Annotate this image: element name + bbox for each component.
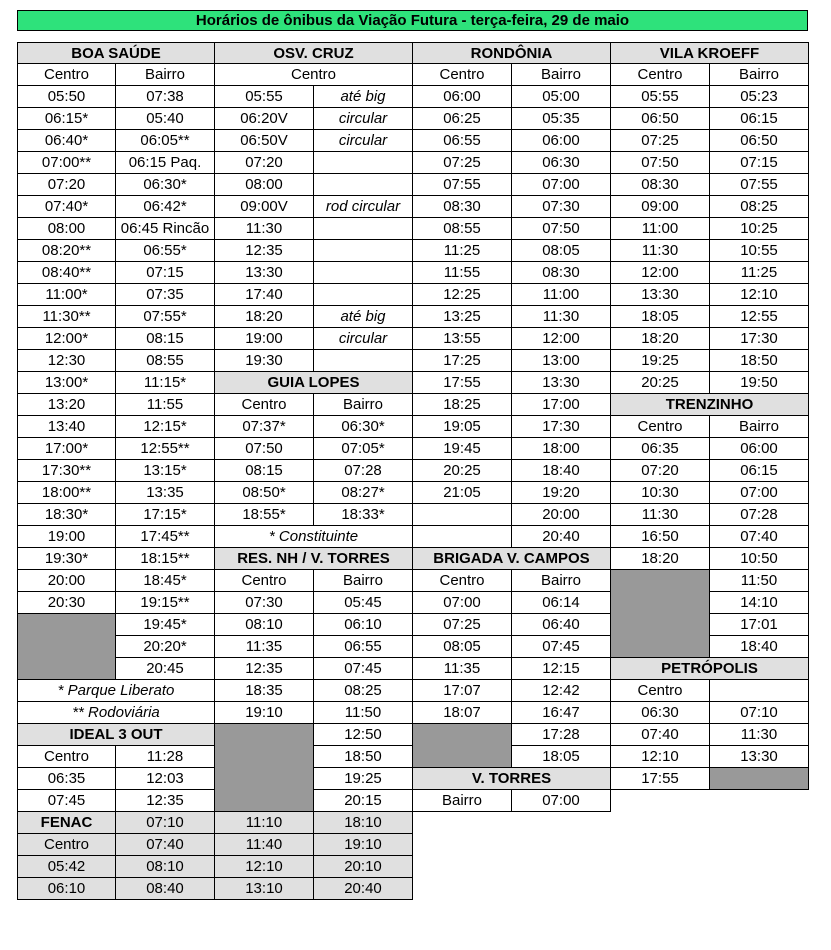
schedule-cell: 11:55 — [116, 394, 215, 416]
schedule-cell: 20:30 — [17, 592, 116, 614]
schedule-cell: 07:55* — [116, 306, 215, 328]
schedule-cell: 06:30* — [116, 174, 215, 196]
schedule-cell: 13:20 — [17, 394, 116, 416]
schedule-cell: 13:40 — [17, 416, 116, 438]
schedule-cell: 20:15 — [314, 790, 413, 812]
schedule-cell: 08:15 — [116, 328, 215, 350]
empty-cell — [314, 350, 413, 372]
schedule-cell: 07:20 — [17, 174, 116, 196]
schedule-cell: 07:25 — [413, 152, 512, 174]
schedule-cell: 17:01 — [710, 614, 809, 636]
schedule-cell: 13:00* — [17, 372, 116, 394]
schedule-cell: 18:15** — [116, 548, 215, 570]
schedule-cell: 07:30 — [512, 196, 611, 218]
schedule-cell: 17:40 — [215, 284, 314, 306]
schedule-cell: 18:50 — [314, 746, 413, 768]
schedule-cell: 07:00 — [512, 790, 611, 812]
schedule-cell: 11:00 — [611, 218, 710, 240]
schedule-cell: 18:30* — [17, 504, 116, 526]
footnote: ** Rodoviária — [17, 702, 215, 724]
schedule-cell: 13:25 — [413, 306, 512, 328]
schedule-cell: 08:05 — [512, 240, 611, 262]
schedule-cell: 11:55 — [413, 262, 512, 284]
schedule-cell: 18:55* — [215, 504, 314, 526]
schedule-cell: 06:55 — [413, 130, 512, 152]
schedule-cell: 06:25 — [413, 108, 512, 130]
schedule-cell: 06:15 — [710, 108, 809, 130]
schedule-cell: 10:25 — [710, 218, 809, 240]
schedule-cell: rod circular — [314, 196, 413, 218]
schedule-cell: 07:25 — [413, 614, 512, 636]
schedule-cell: Centro — [17, 834, 116, 856]
route-header-brigada-v-campos: BRIGADA V. CAMPOS — [413, 548, 611, 570]
schedule-cell: 07:50 — [611, 152, 710, 174]
schedule-cell: 13:30 — [512, 372, 611, 394]
schedule-cell: 07:15 — [116, 262, 215, 284]
blank-block — [710, 768, 809, 790]
schedule-cell: 08:10 — [215, 614, 314, 636]
schedule-cell: 18:40 — [710, 636, 809, 658]
schedule-cell: 11:30 — [512, 306, 611, 328]
schedule-cell: 20:45 — [116, 658, 215, 680]
schedule-cell: 07:40 — [710, 526, 809, 548]
schedule-cell: 20:40 — [512, 526, 611, 548]
schedule-cell: 06:40 — [512, 614, 611, 636]
schedule-cell: 08:25 — [314, 680, 413, 702]
route-header-rondonia: RONDÔNIA — [413, 42, 611, 64]
schedule-cell: 11:35 — [215, 636, 314, 658]
schedule-cell: 11:30 — [710, 724, 809, 746]
schedule-cell: 17:28 — [512, 724, 611, 746]
schedule-cell: Bairro — [512, 64, 611, 86]
schedule-cell: Centro — [215, 570, 314, 592]
schedule-cell: 07:20 — [215, 152, 314, 174]
empty-cell — [413, 526, 512, 548]
schedule-cell: 07:10 — [710, 702, 809, 724]
schedule-cell: 11:40 — [215, 834, 314, 856]
schedule-cell: 17:45** — [116, 526, 215, 548]
schedule-cell: 18:20 — [611, 328, 710, 350]
schedule-cell: 11:30 — [611, 504, 710, 526]
schedule-cell: 18:07 — [413, 702, 512, 724]
empty-cell — [413, 504, 512, 526]
schedule-cell: 12:00* — [17, 328, 116, 350]
schedule-cell: até big — [314, 86, 413, 108]
schedule-cell: 19:30 — [215, 350, 314, 372]
schedule-cell: 06:15 Paq. — [116, 152, 215, 174]
route-header-vila-kroeff: VILA KROEFF — [611, 42, 809, 64]
schedule-cell: 19:30* — [17, 548, 116, 570]
schedule-cell: Centro — [611, 416, 710, 438]
schedule-cell: 07:28 — [314, 460, 413, 482]
schedule-cell: 19:25 — [314, 768, 413, 790]
schedule-cell: 19:00 — [17, 526, 116, 548]
schedule-cell: 14:10 — [710, 592, 809, 614]
schedule-cell: 07:50 — [215, 438, 314, 460]
schedule-cell: 18:05 — [512, 746, 611, 768]
page-title: Horários de ônibus da Viação Futura - terça-feira, 29 de maio — [17, 10, 808, 31]
schedule-cell: 20:40 — [314, 878, 413, 900]
schedule-cell: 19:45* — [116, 614, 215, 636]
schedule-cell: 07:38 — [116, 86, 215, 108]
schedule-cell: 13:55 — [413, 328, 512, 350]
schedule-cell: 08:30 — [512, 262, 611, 284]
schedule-cell: 07:50 — [512, 218, 611, 240]
schedule-cell: 08:00 — [215, 174, 314, 196]
schedule-cell: 06:45 Rincão — [116, 218, 215, 240]
schedule-cell: Bairro — [512, 570, 611, 592]
schedule-cell: 06:20V — [215, 108, 314, 130]
schedule-cell: 18:35 — [215, 680, 314, 702]
schedule-cell: 17:00* — [17, 438, 116, 460]
schedule-cell: 11:35 — [413, 658, 512, 680]
schedule-cell: 17:30 — [710, 328, 809, 350]
schedule-cell: 18:00** — [17, 482, 116, 504]
blank-block — [413, 724, 512, 768]
schedule-cell: 20:00 — [512, 504, 611, 526]
schedule-cell: 20:25 — [413, 460, 512, 482]
schedule-cell: 19:20 — [512, 482, 611, 504]
schedule-cell: 12:35 — [215, 240, 314, 262]
schedule-cell: 05:50 — [17, 86, 116, 108]
schedule-cell: 08:30 — [413, 196, 512, 218]
schedule-cell: 11:28 — [116, 746, 215, 768]
schedule-cell: 06:35 — [611, 438, 710, 460]
schedule-cell: Bairro — [413, 790, 512, 812]
schedule-cell: 11:30 — [611, 240, 710, 262]
empty-cell — [314, 284, 413, 306]
schedule-cell: 16:47 — [512, 702, 611, 724]
schedule-cell: 12:15 — [512, 658, 611, 680]
schedule-cell: 08:05 — [413, 636, 512, 658]
schedule-cell: 13:30 — [710, 746, 809, 768]
schedule-cell: 19:00 — [215, 328, 314, 350]
route-header-ideal-3-out: IDEAL 3 OUT — [17, 724, 215, 746]
schedule-cell: 07:35 — [116, 284, 215, 306]
schedule-cell: 09:00 — [611, 196, 710, 218]
schedule-cell: 12:55** — [116, 438, 215, 460]
schedule-cell: 12:10 — [215, 856, 314, 878]
schedule-cell: 07:45 — [512, 636, 611, 658]
schedule-cell: 11:10 — [215, 812, 314, 834]
schedule-cell: 12:35 — [116, 790, 215, 812]
empty-cell — [710, 680, 809, 702]
schedule-cell: 17:30** — [17, 460, 116, 482]
schedule-cell: 18:50 — [710, 350, 809, 372]
schedule-cell: 07:40 — [116, 834, 215, 856]
schedule-cell: 12:10 — [710, 284, 809, 306]
schedule-cell: 06:55 — [314, 636, 413, 658]
empty-cell — [314, 218, 413, 240]
schedule-cell: 07:00 — [512, 174, 611, 196]
schedule-cell: 06:30 — [611, 702, 710, 724]
schedule-cell: 11:25 — [710, 262, 809, 284]
schedule-cell: Centro — [611, 680, 710, 702]
schedule-cell: 18:05 — [611, 306, 710, 328]
schedule-cell: 08:55 — [116, 350, 215, 372]
schedule-cell: 06:50 — [611, 108, 710, 130]
schedule-cell: 07:55 — [710, 174, 809, 196]
schedule-cell: 19:10 — [314, 834, 413, 856]
schedule-cell: 08:15 — [215, 460, 314, 482]
schedule-cell: 06:50V — [215, 130, 314, 152]
schedule-cell: 06:14 — [512, 592, 611, 614]
schedule-cell: 06:40* — [17, 130, 116, 152]
schedule-cell: 07:40* — [17, 196, 116, 218]
schedule-cell: circular — [314, 130, 413, 152]
schedule-cell: 19:50 — [710, 372, 809, 394]
schedule-cell: 18:25 — [413, 394, 512, 416]
schedule-cell: Bairro — [710, 416, 809, 438]
schedule-cell: 08:30 — [611, 174, 710, 196]
schedule-cell: 06:55* — [116, 240, 215, 262]
schedule-cell: Centro — [215, 394, 314, 416]
schedule-cell: 17:25 — [413, 350, 512, 372]
schedule-cell: 06:00 — [413, 86, 512, 108]
schedule-cell: 08:50* — [215, 482, 314, 504]
schedule-cell: circular — [314, 328, 413, 350]
route-header-guia-lopes: GUIA LOPES — [215, 372, 413, 394]
schedule-cell: 20:25 — [611, 372, 710, 394]
schedule-cell: 17:55 — [611, 768, 710, 790]
schedule-cell: 11:00 — [512, 284, 611, 306]
schedule-cell: 06:30 — [512, 152, 611, 174]
schedule-cell: 19:10 — [215, 702, 314, 724]
schedule-cell: 19:15** — [116, 592, 215, 614]
schedule-cell: 05:23 — [710, 86, 809, 108]
schedule-cell: Centro — [413, 570, 512, 592]
schedule-cell: Centro — [611, 64, 710, 86]
schedule-cell: Centro — [413, 64, 512, 86]
schedule-cell: 17:30 — [512, 416, 611, 438]
schedule-cell: 18:00 — [512, 438, 611, 460]
schedule-cell: 12:15* — [116, 416, 215, 438]
route-header-fenac: FENAC — [17, 812, 116, 834]
schedule-cell: 13:35 — [116, 482, 215, 504]
schedule-cell: 06:10 — [17, 878, 116, 900]
schedule-cell: 18:20 — [611, 548, 710, 570]
schedule-cell: 11:00* — [17, 284, 116, 306]
schedule-cell: 18:10 — [314, 812, 413, 834]
empty-cell — [314, 152, 413, 174]
schedule-cell: 12:10 — [611, 746, 710, 768]
schedule-cell: 05:00 — [512, 86, 611, 108]
route-header-res-nh-v-torres: RES. NH / V. TORRES — [215, 548, 413, 570]
schedule-cell: 18:45* — [116, 570, 215, 592]
schedule-cell: 06:42* — [116, 196, 215, 218]
schedule-cell: 06:05** — [116, 130, 215, 152]
schedule-cell: 12:25 — [413, 284, 512, 306]
schedule-cell: 09:00V — [215, 196, 314, 218]
schedule-cell: 18:20 — [215, 306, 314, 328]
schedule-cell: 10:55 — [710, 240, 809, 262]
schedule-cell: 07:15 — [710, 152, 809, 174]
schedule-cell: 06:30* — [314, 416, 413, 438]
schedule-cell: 05:45 — [314, 592, 413, 614]
schedule-cell: 13:30 — [611, 284, 710, 306]
schedule-cell: 20:10 — [314, 856, 413, 878]
schedule-cell: 06:10 — [314, 614, 413, 636]
schedule-cell: Centro — [17, 746, 116, 768]
schedule-cell: 05:35 — [512, 108, 611, 130]
schedule-cell: Bairro — [314, 570, 413, 592]
empty-cell — [314, 240, 413, 262]
route-header-boa-saude: BOA SAÚDE — [17, 42, 215, 64]
schedule-cell: 11:30** — [17, 306, 116, 328]
schedule-cell: 17:15* — [116, 504, 215, 526]
schedule-cell: 20:00 — [17, 570, 116, 592]
schedule-cell: 05:40 — [116, 108, 215, 130]
schedule-cell: 08:27* — [314, 482, 413, 504]
schedule-cell: 12:00 — [611, 262, 710, 284]
schedule-cell: 11:50 — [710, 570, 809, 592]
column-label: Centro — [215, 64, 413, 86]
schedule-cell: 07:00 — [710, 482, 809, 504]
schedule-cell: 12:50 — [314, 724, 413, 746]
schedule-cell: 12:00 — [512, 328, 611, 350]
schedule-cell: 12:55 — [710, 306, 809, 328]
schedule-cell: 13:30 — [215, 262, 314, 284]
schedule-cell: 05:55 — [215, 86, 314, 108]
schedule-cell: 19:45 — [413, 438, 512, 460]
schedule-cell: Bairro — [314, 394, 413, 416]
schedule-cell: 05:55 — [611, 86, 710, 108]
footnote: * Constituinte — [215, 526, 413, 548]
schedule-cell: 11:50 — [314, 702, 413, 724]
schedule-cell: 06:15* — [17, 108, 116, 130]
schedule-cell: 13:15* — [116, 460, 215, 482]
schedule-cell: 08:40 — [116, 878, 215, 900]
schedule-cell: circular — [314, 108, 413, 130]
schedule-cell: 21:05 — [413, 482, 512, 504]
schedule-cell: 10:50 — [710, 548, 809, 570]
schedule-cell: 18:33* — [314, 504, 413, 526]
schedule-cell: 07:28 — [710, 504, 809, 526]
schedule-cell: 07:30 — [215, 592, 314, 614]
schedule-cell: 07:00 — [413, 592, 512, 614]
schedule-cell: Centro — [17, 64, 116, 86]
schedule-cell: 11:25 — [413, 240, 512, 262]
blank-block — [17, 614, 116, 680]
schedule-cell: 07:25 — [611, 130, 710, 152]
route-header-petropolis: PETRÓPOLIS — [611, 658, 809, 680]
route-header-v-torres: V. TORRES — [413, 768, 611, 790]
schedule-cell: 08:00 — [17, 218, 116, 240]
schedule-cell: 08:20** — [17, 240, 116, 262]
schedule-cell: 07:55 — [413, 174, 512, 196]
blank-block — [611, 570, 710, 658]
schedule-cell: 16:50 — [611, 526, 710, 548]
schedule-cell: 19:05 — [413, 416, 512, 438]
schedule-cell: 17:07 — [413, 680, 512, 702]
schedule-cell: 13:10 — [215, 878, 314, 900]
schedule-cell: 06:00 — [710, 438, 809, 460]
schedule-cell: 08:25 — [710, 196, 809, 218]
schedule-cell: 08:10 — [116, 856, 215, 878]
empty-cell — [314, 262, 413, 284]
schedule-cell: 11:30 — [215, 218, 314, 240]
schedule-cell: 11:15* — [116, 372, 215, 394]
schedule-cell: 18:40 — [512, 460, 611, 482]
footnote: * Parque Liberato — [17, 680, 215, 702]
schedule-cell: 07:10 — [116, 812, 215, 834]
schedule-cell: 10:30 — [611, 482, 710, 504]
schedule-cell: Bairro — [116, 64, 215, 86]
schedule-cell: 05:42 — [17, 856, 116, 878]
schedule-cell: 12:42 — [512, 680, 611, 702]
schedule-cell: 12:35 — [215, 658, 314, 680]
schedule-cell: 12:30 — [17, 350, 116, 372]
route-header-osv-cruz: OSV. CRUZ — [215, 42, 413, 64]
schedule-cell: 06:50 — [710, 130, 809, 152]
schedule-cell: 07:20 — [611, 460, 710, 482]
schedule-cell: 08:40** — [17, 262, 116, 284]
schedule-cell: 20:20* — [116, 636, 215, 658]
schedule-cell: 08:55 — [413, 218, 512, 240]
schedule-cell: 07:45 — [314, 658, 413, 680]
schedule-cell: 06:15 — [710, 460, 809, 482]
schedule-cell: 07:37* — [215, 416, 314, 438]
empty-cell — [314, 174, 413, 196]
blank-block — [215, 724, 314, 812]
schedule-cell: 17:00 — [512, 394, 611, 416]
schedule-cell: 17:55 — [413, 372, 512, 394]
schedule-cell: 06:00 — [512, 130, 611, 152]
schedule-cell: Bairro — [710, 64, 809, 86]
schedule-cell: 12:03 — [116, 768, 215, 790]
schedule-cell: até big — [314, 306, 413, 328]
schedule-cell: 07:00** — [17, 152, 116, 174]
schedule-cell: 07:40 — [611, 724, 710, 746]
schedule-cell: 13:00 — [512, 350, 611, 372]
schedule-cell: 06:35 — [17, 768, 116, 790]
schedule-cell: 07:45 — [17, 790, 116, 812]
schedule-cell: 19:25 — [611, 350, 710, 372]
route-header-trenzinho: TRENZINHO — [611, 394, 809, 416]
schedule-cell: 07:05* — [314, 438, 413, 460]
